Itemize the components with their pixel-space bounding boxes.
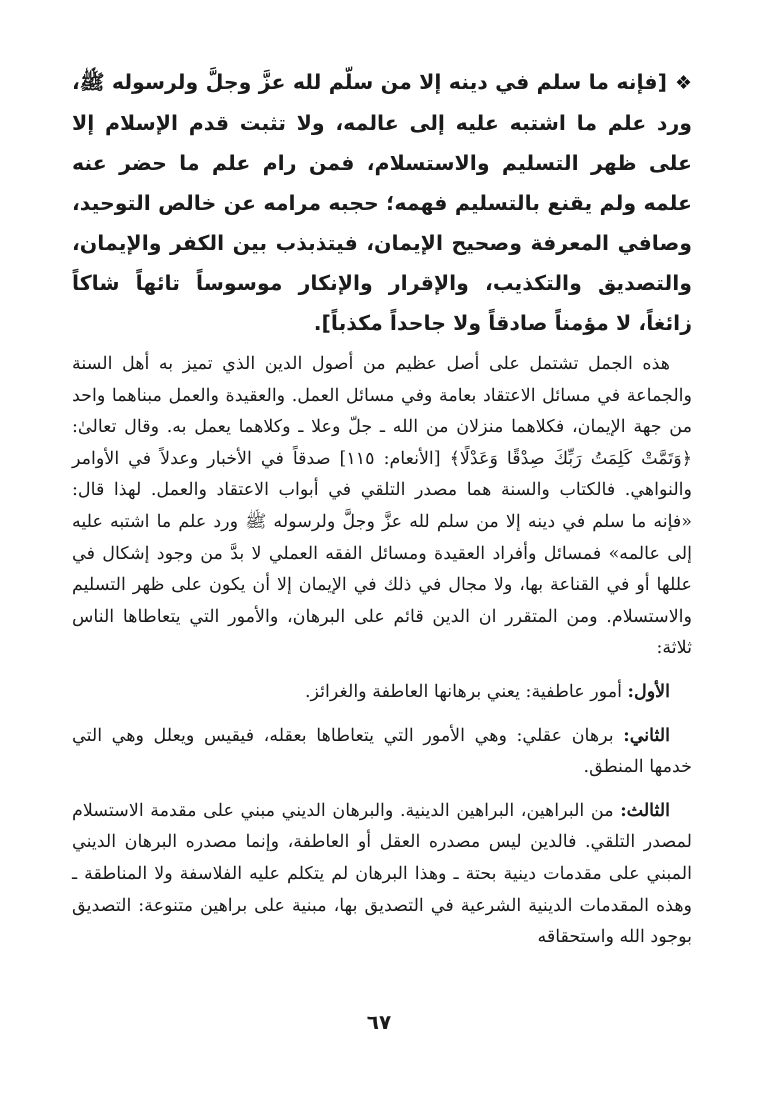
- item-text: من البراهين، البراهين الدينية. والبرهان الديني مبني على مقدمة الاستسلام لمصدر التلقي. فالدين ليس مصدره العقل أو العاطفة، وإنما مصدره البرهان الديني المبني على مقدمات دينية بحتة ـ وهذا البرهان لم يتكلم عليه الفلاسفة ولا المناطقة ـ وهذه المقدمات الدينية الشرعية في التصديق بها، مبنية على براهين متنوعة: التصديق بوجود الله واستحقاقه: [72, 800, 692, 948]
- item-text: أمور عاطفية: يعني برهانها العاطفة والغرائز.: [304, 681, 628, 702]
- list-item-first: [72, 677, 692, 709]
- item-term: الثالث:: [620, 800, 670, 821]
- list-item-second: [72, 721, 692, 784]
- diamond-bullet-icon: ❖: [674, 72, 692, 94]
- page-number: ٦٧: [366, 1010, 392, 1034]
- item-term: الأول:: [627, 681, 670, 702]
- body-paragraph: هذه الجمل تشتمل على أصل عظيم من أصول الدين الذي تميز به أهل السنة والجماعة في مسائل الاعتقاد بعامة وفي مسائل العمل. والعقيدة والعمل مبناهما واحد من جهة الإيمان، فكلاهما منزلان من الله ـ جلّ وعلا ـ وكلاهما يعمل به. وقال تعالىٰ: ﴿وَتَمَّتْ كَلِمَتُ رَبِّكَ صِدْقًا وَعَدْلًا﴾ [الأنعام: ١١٥] صدقاً في الأخبار وعدلاً في الأوامر والنواهي. فالكتاب والسنة هما مصدر التلقي في أبواب الاعتقاد والعمل. لهذا قال: «فإنه ما سلم في دينه إلا من سلم لله عزَّ وجلَّ ولرسوله ﷺ ورد علم ما اشتبه عليه إلى عالمه» فمسائل وأفراد العقيدة ومسائل الفقه العملي لا بدَّ من وجود إشكال في عللها أو في القناعة بها، ولا مجال في ذلك في الإيمان إلا أن يكون على ظهر التسليم والاستسلام. ومن المتقرر ان الدين قائم على البرهان، والأمور التي يتعاطاها الناس ثلاثة:: [72, 354, 692, 659]
- item-text: برهان عقلي: وهي الأمور التي يتعاطاها بعقله، فيقيس ويعلل وهي التي خدمها المنطق.: [72, 725, 692, 778]
- quoted-passage: [72, 62, 692, 343]
- list-item-third: [72, 796, 692, 954]
- quoted-passage-text: [فإنه ما سلم في دينه إلا من سلّم لله عزَّ وجلَّ ولرسوله ﷺ، ورد علم ما اشتبه عليه إلى عالمه، ولا تثبت قدم الإسلام إلا على ظهر التسليم والاستسلام، فمن رام علم ما حضر عنه علمه ولم يقنع بالتسليم فهمه؛ حجبه مرامه عن خالص التوحيد، وصافي المعرفة وصحيح الإيمان، فيتذبذب بين الكفر والإيمان، والتصديق والتكذيب، والإقرار والإنكار موسوساً تائهاً شاكاً زائغاً، لا مؤمناً صادقاً ولا جاحداً مكذباً].: [72, 70, 692, 335]
- page-content: [72, 62, 692, 954]
- item-term: الثاني:: [623, 725, 670, 746]
